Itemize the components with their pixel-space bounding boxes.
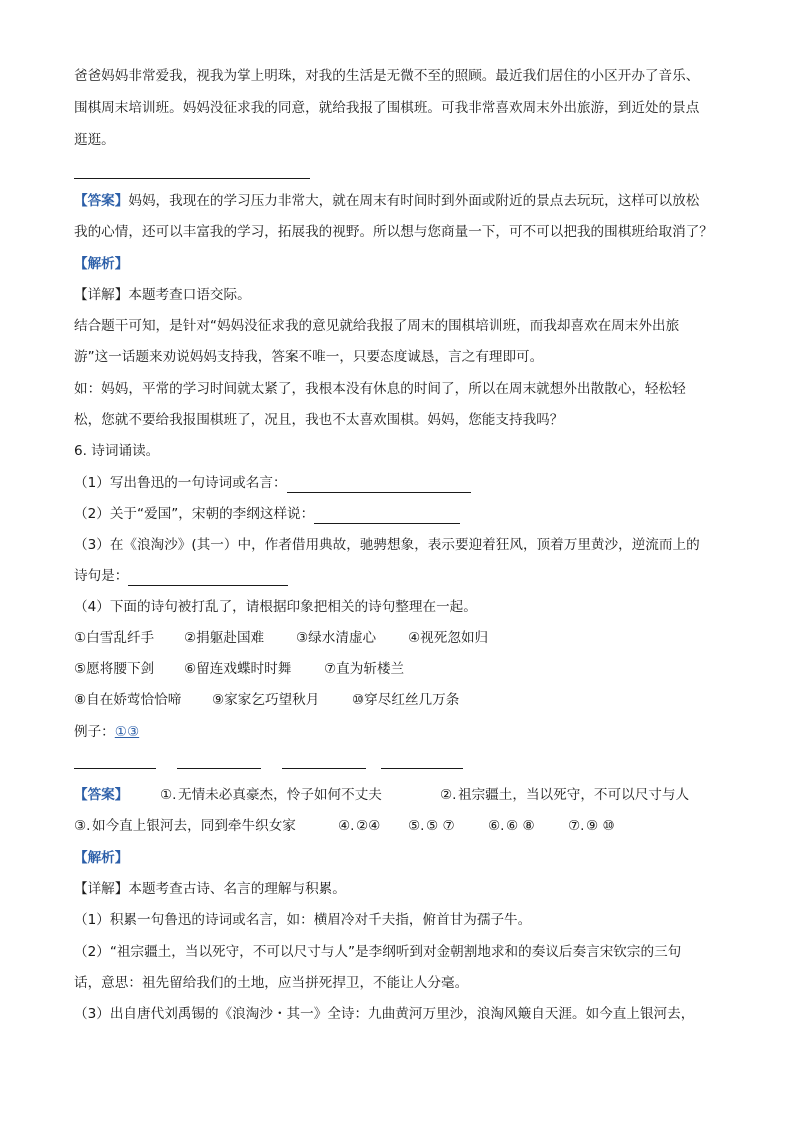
answer-tag: 【答案】 xyxy=(74,787,129,803)
answer-3: 如今直上银河去，同到牵牛织女家 xyxy=(92,818,296,834)
detail-text: 本题考查口语交际。 xyxy=(128,287,251,303)
verse-item: ⑨家家乞巧望秋月 xyxy=(212,692,320,708)
q5-analysis-line-3: 如：妈妈，平常的学习时间就太紧了，我根本没有休息的时间了，所以在周末就想外出散散心，轻松轻 xyxy=(74,381,686,397)
fill-blank-2[interactable] xyxy=(314,509,460,524)
answer-text: 妈妈，我现在的学习压力非常大，就在周末有时间时到外面或附近的景点去玩玩，这样可以放松 xyxy=(128,193,700,209)
q6-analysis-line-3: 话，意思：祖先留给我们的土地，应当拼死捍卫，不能让人分毫。 xyxy=(74,975,469,991)
intro-line-2: 围棋周末培训班。妈妈没征求我的同意，就给我报了围棋班。可我非常喜欢周末外出旅游，到近处的景点 xyxy=(74,100,700,116)
detail-line xyxy=(74,285,251,305)
q6-part-4: （4）下面的诗句被打乱了，请根据印象把相关的诗句整理在一起。 xyxy=(74,599,477,615)
example-label: 例子： xyxy=(74,724,115,740)
q6-part-3b-text: 诗句是： xyxy=(74,568,129,584)
answer-7: ⑨ ⑩ xyxy=(586,818,615,834)
answer-6: ⑥ ⑧ xyxy=(506,818,535,834)
blank-line-c[interactable] xyxy=(282,768,366,769)
example-line xyxy=(74,722,139,742)
q5-analysis-line-4: 松，您就不要给我报围棋班了，况且，我也不太喜欢围棋。妈妈，您能支持我吗？ xyxy=(74,412,564,428)
q5-analysis-line-1: 结合题干可知，是针对“妈妈没征求我的意见就给我报了周末的围棋培训班，而我却喜欢在周末外出旅 xyxy=(74,318,680,334)
q6-part-3a: （3）在《浪淘沙》(其一）中，作者借用典故，驰骋想象，表示要迎着狂风，顶着万里黄沙，逆流而上的 xyxy=(74,537,700,553)
analysis-tag: 【解析】 xyxy=(74,256,129,272)
answer-5: ⑤ ⑦ xyxy=(426,818,455,834)
detail-tag: 【详解】 xyxy=(74,287,129,303)
verse-item: ⑤愿将腰下剑 xyxy=(74,661,155,677)
intro-line-1: 爸爸妈妈非常爱我，视我为掌上明珠，对我的生活是无微不至的照顾。最近我们居住的小区开办了音乐、 xyxy=(74,68,700,84)
blank-line-a[interactable] xyxy=(74,768,156,769)
example-value: ①③ xyxy=(114,724,140,740)
answer-1: 无情未必真豪杰，怜子如何不丈夫 xyxy=(178,787,382,803)
verse-item: ⑦直为斩楼兰 xyxy=(324,661,405,677)
answer-num: ①. xyxy=(160,787,177,803)
answer-blank-line xyxy=(74,178,310,179)
detail-line xyxy=(74,879,346,899)
answer-num: ⑤. xyxy=(408,818,425,834)
answer-tag: 【答案】 xyxy=(74,193,129,209)
detail-tag: 【详解】 xyxy=(74,881,129,897)
q5-analysis-line-2: 游”这一话题来劝说妈妈支持我，答案不唯一，只要态度诚恳，言之有理即可。 xyxy=(74,349,544,365)
q5-answer-line-1 xyxy=(74,191,699,211)
q6-answer-line-1 xyxy=(74,785,689,805)
answer-2: 祖宗疆土，当以死守，不可以尺寸与人 xyxy=(458,787,690,803)
verse-row-1 xyxy=(74,628,488,648)
verse-item: ①白雪乱纤手 xyxy=(74,630,155,646)
q6-analysis-line-1: （1）积累一句鲁迅的诗词或名言，如：横眉冷对千夫指，俯首甘为孺子牛。 xyxy=(74,912,532,928)
q6-part-2-text: （2）关于“爱国”，宋朝的李纲这样说： xyxy=(74,506,315,522)
verse-item: ⑥留连戏蝶时时舞 xyxy=(184,661,292,677)
intro-line-3: 逛逛。 xyxy=(74,132,115,148)
blank-line-b[interactable] xyxy=(177,768,261,769)
q6-analysis-line-4: （3）出自唐代刘禹锡的《浪淘沙・其一》全诗：九曲黄河万里沙，浪淘风簸自天涯。如今直上银河去， xyxy=(74,1006,695,1022)
q6-part-2 xyxy=(74,504,460,524)
detail-text: 本题考查古诗、名言的理解与积累。 xyxy=(128,881,346,897)
answer-num: ②. xyxy=(440,787,457,803)
q6-answer-line-2 xyxy=(74,816,615,836)
fill-blank-1[interactable] xyxy=(287,478,471,493)
q6-part-1-text: （1）写出鲁迅的一句诗词或名言： xyxy=(74,475,287,491)
verse-row-2 xyxy=(74,659,404,679)
answer-num: ⑥. xyxy=(488,818,505,834)
answer-num: ③. xyxy=(74,818,91,834)
verse-row-3 xyxy=(74,690,459,710)
q6-analysis-line-2: （2）“祖宗疆土，当以死守，不可以尺寸与人”是李纲听到对金朝割地求和的奏议后奏言宋钦宗的三句 xyxy=(74,944,682,960)
q6-part-3b xyxy=(74,566,288,586)
question-6-title: 6. 诗词诵读。 xyxy=(74,443,160,459)
verse-item: ②捐躯赴国难 xyxy=(184,630,265,646)
answer-4: ②④ xyxy=(356,818,381,834)
verse-item: ③绿水清虚心 xyxy=(296,630,377,646)
blank-line-d[interactable] xyxy=(381,768,463,769)
q6-part-1 xyxy=(74,473,471,493)
verse-item: ⑧自在娇莺恰恰啼 xyxy=(74,692,182,708)
verse-item: ⑩穿尽红丝几万条 xyxy=(352,692,460,708)
verse-item: ④视死忽如归 xyxy=(408,630,489,646)
answer-num: ④. xyxy=(338,818,355,834)
answer-num: ⑦. xyxy=(568,818,585,834)
fill-blank-3[interactable] xyxy=(128,571,288,586)
q5-answer-line-2: 我的心情，还可以丰富我的学习，拓展我的视野。所以想与您商量一下，可不可以把我的围棋班给取消了？ xyxy=(74,224,713,240)
analysis-tag: 【解析】 xyxy=(74,850,129,866)
